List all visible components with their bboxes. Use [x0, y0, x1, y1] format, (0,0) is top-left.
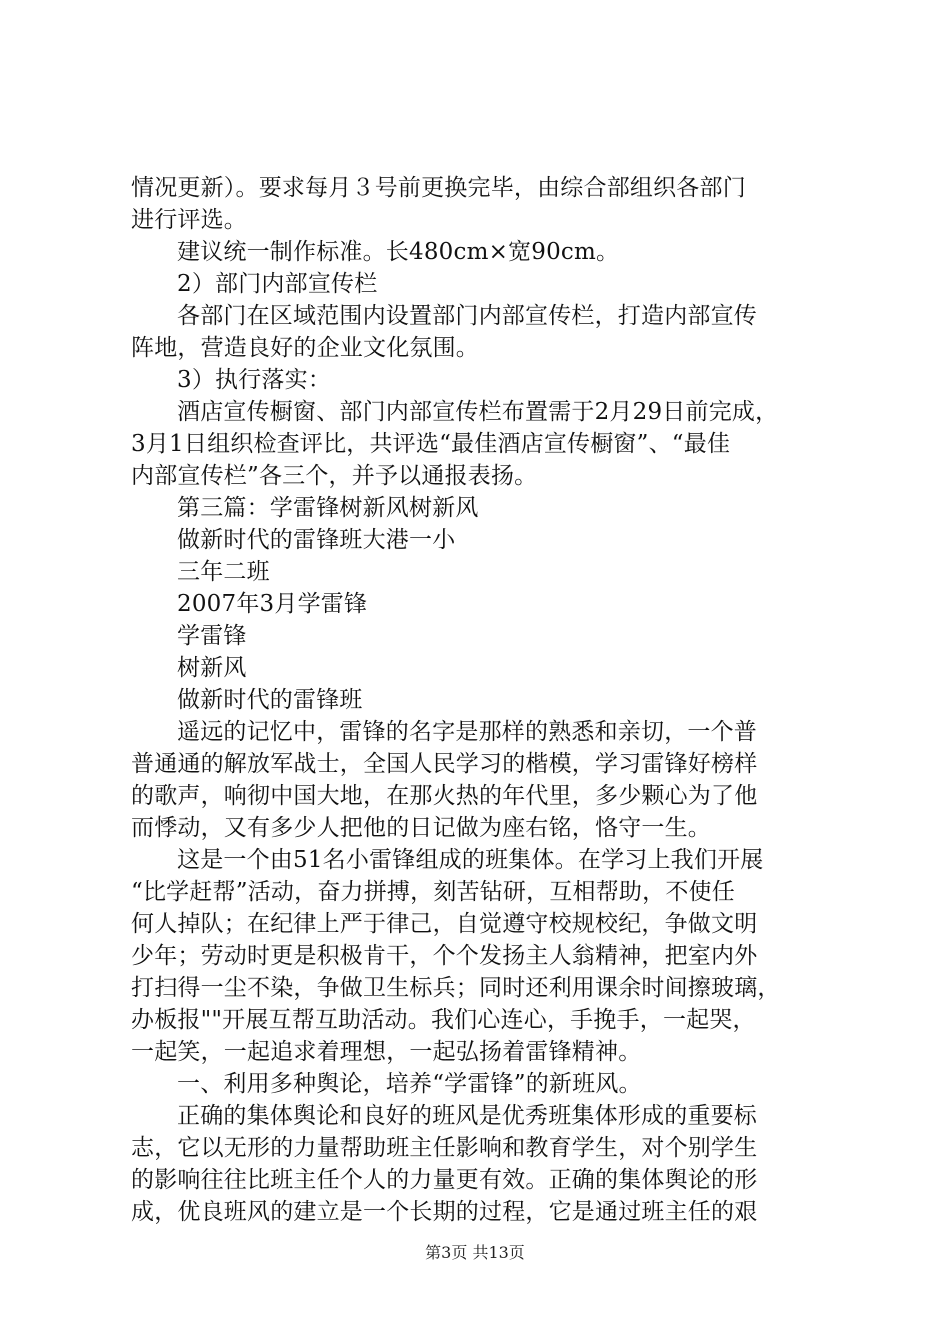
text-line: 三年二班: [177, 559, 270, 585]
text-line: 遥远的记忆中，雷锋的名字是那样的熟悉和亲切，一个普: [177, 719, 757, 745]
text-line: 一、利用多种舆论，培养“学雷锋”的新班风。: [177, 1071, 642, 1097]
text-line: 内部宣传栏”各三个，并予以通报表扬。: [131, 463, 538, 489]
text-line: “比学赶帮”活动，奋力拼搏，刻苦钻研，互相帮助，不使任: [131, 879, 735, 905]
text-line: 进行评选。: [131, 207, 247, 233]
text-line: 各部门在区域范围内设置部门内部宣传栏，打造内部宣传: [177, 303, 757, 329]
text-line: 志，它以无形的力量帮助班主任影响和教育学生，对个别学生: [131, 1135, 758, 1161]
text-line: 阵地，营造良好的企业文化氛围。: [131, 335, 479, 361]
text-line: 2007年3月学雷锋: [177, 591, 368, 617]
document-body: [131, 172, 831, 1228]
text-line: 打扫得一尘不染，争做卫生标兵；同时还利用课余时间擦玻璃，: [131, 975, 781, 1001]
text-line: 树新风: [177, 655, 247, 681]
text-line: 办板报""开展互帮互助活动。我们心连心，手挽手，一起哭，: [131, 1007, 756, 1033]
text-line: 成，优良班风的建立是一个长期的过程，它是通过班主任的艰: [131, 1199, 758, 1225]
text-line: 第三篇：学雷锋树新风树新风: [177, 495, 479, 521]
text-line: 建议统一制作标准。长480cm×宽90cm。: [177, 239, 620, 265]
text-line: 的影响往往比班主任个人的力量更有效。正确的集体舆论的形: [131, 1167, 758, 1193]
text-line: 普通通的解放军战士，全国人民学习的楷模，学习雷锋好榜样: [131, 751, 758, 777]
page-footer: 第3页 共13页: [425, 1243, 525, 1262]
text-line: 学雷锋: [177, 623, 247, 649]
text-line: 而悸动，又有多少人把他的日记做为座右铭，恪守一生。: [131, 815, 711, 841]
text-line: 做新时代的雷锋班: [177, 687, 363, 713]
text-line: 3）执行落实：: [177, 367, 332, 393]
text-line: 少年；劳动时更是积极肯干，个个发扬主人翁精神，把室内外: [131, 943, 758, 969]
text-line: 酒店宣传橱窗、部门内部宣传栏布置需于2月29日前完成，: [177, 399, 779, 425]
text-line: 正确的集体舆论和良好的班风是优秀班集体形成的重要标: [177, 1103, 757, 1129]
text-line: 3月1日组织检查评比，共评选“最佳酒店宣传橱窗”、“最佳: [131, 431, 731, 457]
text-line: 情况更新）。要求每月３号前更换完毕，由综合部组织各部门: [131, 175, 746, 201]
text-line: 2）部门内部宣传栏: [177, 271, 378, 297]
text-line: 做新时代的雷锋班大港一小: [177, 527, 456, 553]
text-line: 一起笑，一起追求着理想，一起弘扬着雷锋精神。: [131, 1039, 642, 1065]
text-line: 的歌声，响彻中国大地，在那火热的年代里，多少颗心为了他: [131, 783, 758, 809]
text-line: 这是一个由51名小雷锋组成的班集体。在学习上我们开展: [177, 847, 764, 873]
text-line: 何人掉队；在纪律上严于律己，自觉遵守校规校纪，争做文明: [131, 911, 758, 937]
